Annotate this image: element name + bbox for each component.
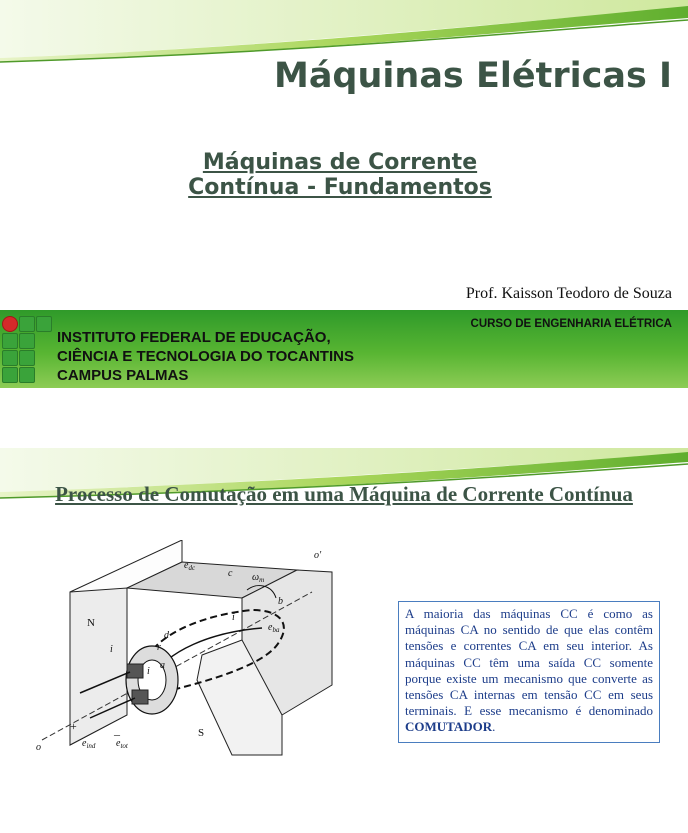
institution-name (57, 328, 354, 385)
dc-machine-commutation-figure (32, 540, 382, 760)
institution-line-2: CIÊNCIA E TECNOLOGIA DO TOCANTINS (57, 348, 354, 365)
presentation-title: Máquinas Elétricas I (273, 56, 672, 96)
label-south: S (198, 727, 205, 739)
slide-gap (0, 418, 688, 448)
label-o: o (36, 742, 41, 753)
info-text: A maioria das máquinas CC é como as máquinas CA no sentido de que elas contêm tensões e correntes CA em seu interior. As máquinas CC têm uma saída CC somente porque existe um mecanismo que converte as tensões CA internas em tensão CC em seus terminais. E esse mecanismo é denominado (405, 606, 653, 719)
subtitle-line-2: Contínua - Fundamentos (188, 175, 492, 200)
label-edc: $e_{dc}$ (184, 560, 196, 572)
content-slide (0, 448, 688, 833)
label-eba: $e_{ba}$ (268, 622, 280, 634)
label-c: c (228, 568, 233, 579)
presentation-subtitle (140, 150, 540, 200)
course-name: CURSO DE ENGENHARIA ELÉTRICA (470, 318, 672, 330)
label-plus: + (70, 719, 77, 733)
commutator-info-box (398, 601, 660, 743)
institution-line-1: INSTITUTO FEDERAL DE EDUCAÇÃO, (57, 329, 331, 346)
label-o-prime: o′ (314, 550, 322, 561)
label-north: N (87, 617, 95, 629)
slide-title: Processo de Comutação em uma Máquina de Corrente Contínua (55, 482, 633, 506)
label-i-top: i (110, 644, 113, 655)
label-omega: $\omega_m$ (252, 572, 265, 584)
label-d: d (164, 630, 169, 641)
label-b: b (278, 596, 283, 607)
info-bold-term: COMUTADOR (405, 719, 493, 735)
label-i-bottom: i (147, 666, 150, 677)
label-i-middle: i (232, 612, 235, 623)
institute-logo (2, 316, 52, 386)
professor-name: Prof. Kaisson Teodoro de Souza (465, 285, 672, 302)
label-eind: $e_{ind}$ (82, 738, 96, 750)
subtitle-line-1: Máquinas de Corrente (202, 150, 478, 175)
institution-line-3: CAMPUS PALMAS (57, 367, 189, 384)
label-minus: – (114, 727, 120, 741)
label-etot: $e_{tot}$ (116, 738, 128, 750)
label-a: a (160, 660, 165, 671)
info-end: . (492, 719, 496, 735)
label-r: r (157, 642, 161, 653)
